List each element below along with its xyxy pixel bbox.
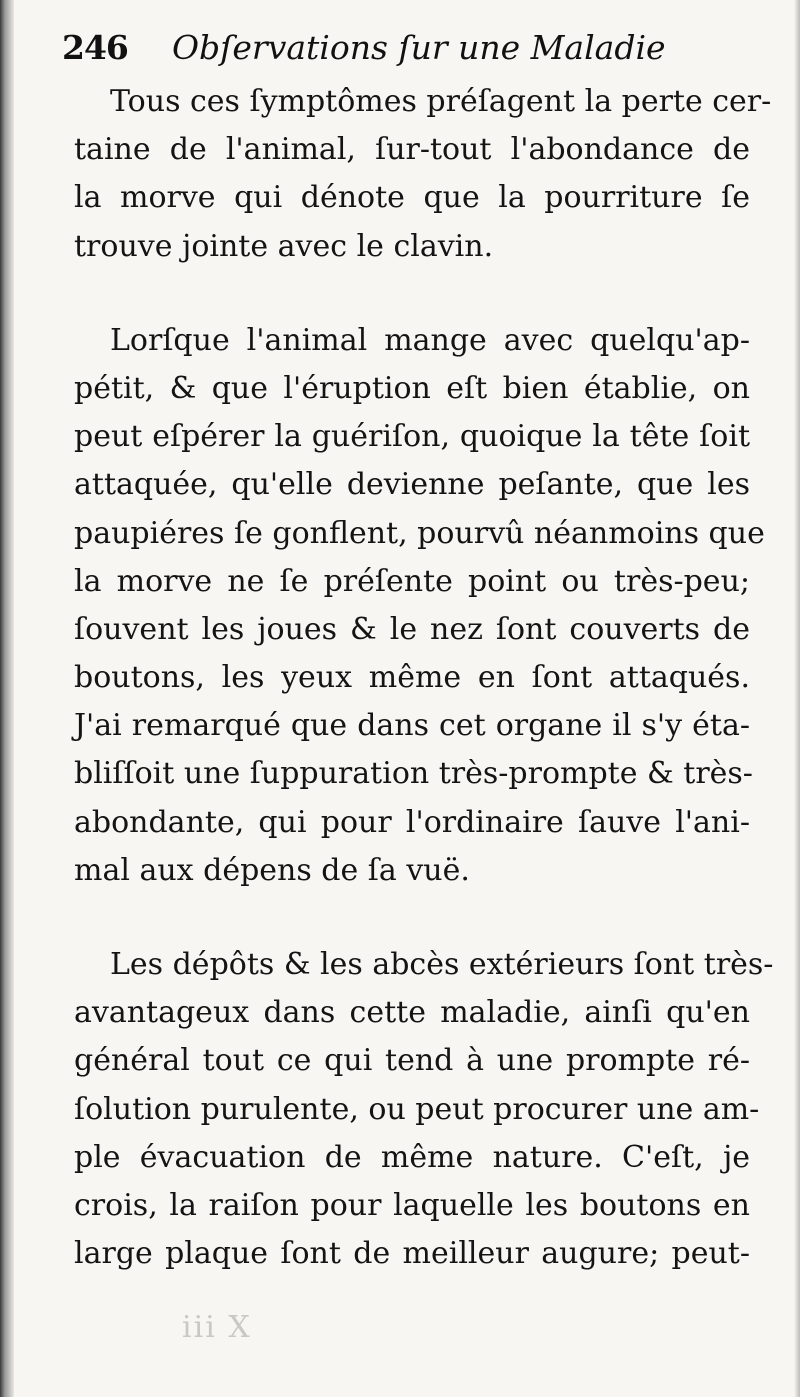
text-line: attaquée, qu'elle devienne peſante, que les: [74, 467, 750, 503]
text-line: pétit, & que l'éruption eſt bien établie, on: [74, 370, 750, 406]
text-line: ple évacuation de même nature. C'eſt, je: [74, 1139, 750, 1175]
text-line: boutons, les yeux même en ſont attaqués.: [74, 660, 750, 696]
text-line: avantageux dans cette maladie, ainſi qu'en: [74, 995, 750, 1031]
page-edge: [794, 0, 800, 1397]
running-title: Obſervations ſur une Maladie: [172, 28, 666, 67]
text-line: Les dépôts & les abcès extérieurs ſont très-: [110, 947, 774, 982]
paragraph-1: [74, 78, 772, 271]
text-line: J'ai remarqué que dans cet organe il s'y éta-: [74, 708, 750, 744]
page-gutter-shadow: [0, 0, 14, 1397]
text-line: Lorſque l'animal mange avec quelqu'ap-: [110, 322, 750, 358]
paragraph-3: [74, 941, 774, 1278]
text-line: la morve ne ſe préſente point ou très-peu;: [74, 563, 750, 599]
text-line: peut eſpérer la guériſon, quoique la tête ſoit: [74, 419, 750, 455]
text-line: taine de l'animal, ſur-tout l'abondance de: [74, 132, 750, 168]
text-line: abondante, qui pour l'ordinaire ſauve l'ani-: [74, 804, 750, 840]
text-line: large plaque ſont de meilleur augure; peut-: [74, 1236, 750, 1272]
paragraph-2: [74, 317, 765, 895]
text-line: mal aux dépens de ſa vuë.: [74, 852, 470, 888]
text-line: ſolution purulente, ou peut procurer une am-: [74, 1091, 760, 1127]
bleed-through-signature: iii X: [182, 1310, 252, 1345]
body-text: [74, 78, 774, 1278]
text-line: crois, la raiſon pour laquelle les boutons en: [74, 1187, 750, 1223]
page-number: 246: [62, 28, 128, 67]
text-line: trouve jointe avec le clavin.: [74, 228, 494, 264]
text-line: Tous ces ſymptômes préſagent la perte cer-: [110, 84, 772, 119]
text-line: la morve qui dénote que la pourriture ſe: [74, 180, 750, 216]
text-line: bliſſoit une ſuppuration très-prompte & très-: [74, 756, 753, 792]
text-line: paupiéres ſe gonflent, pourvû néanmoins que: [74, 515, 765, 551]
text-line: général tout ce qui tend à une prompte ré-: [74, 1043, 750, 1079]
page-header: [62, 22, 762, 74]
text-line: ſouvent les joues & le nez ſont couverts de: [74, 611, 750, 647]
